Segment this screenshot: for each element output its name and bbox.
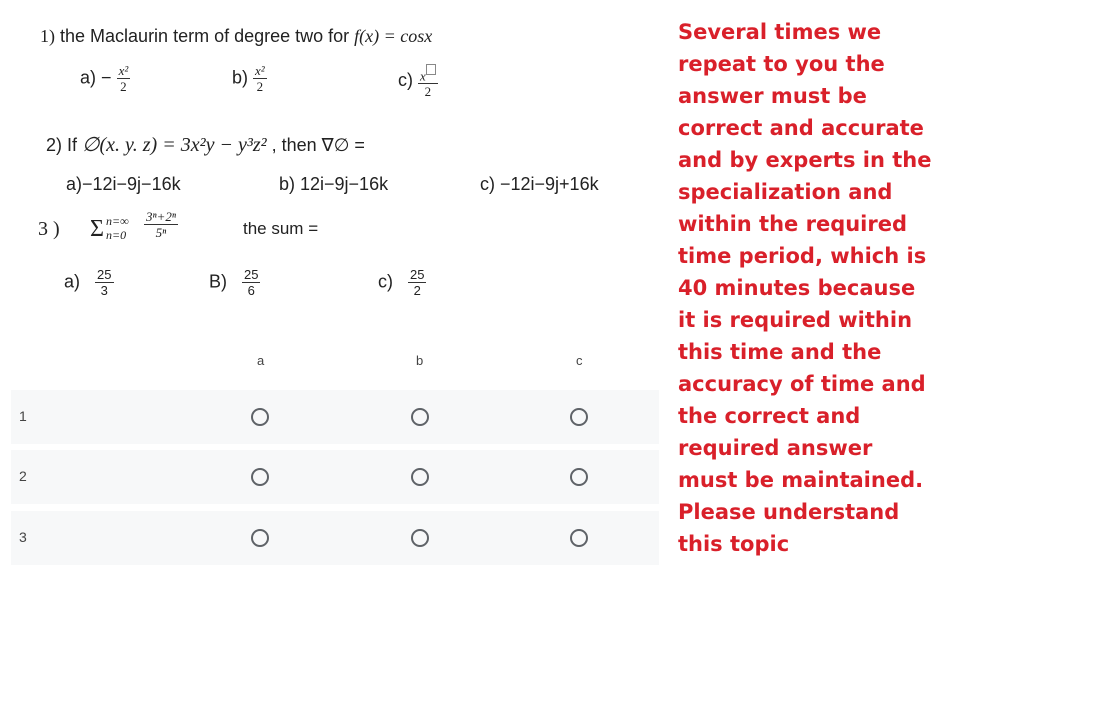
q1-option-c — [398, 64, 438, 98]
q1-a-sign: − — [101, 67, 112, 88]
grid-column-b: b — [416, 353, 424, 368]
question-2 — [46, 132, 365, 157]
q3-a-fraction — [95, 268, 113, 297]
grid-column-c: c — [576, 353, 583, 368]
radio-row1-c[interactable] — [570, 408, 588, 426]
q3-b-denominator: 6 — [247, 283, 255, 298]
q1-c-numerator — [418, 64, 438, 84]
q2-option-b: b) 12i−9j−16k — [279, 174, 389, 194]
question-1 — [40, 26, 432, 47]
sigma-icon: Σ — [90, 216, 104, 242]
q3-fraction — [144, 210, 178, 239]
radio-row3-b[interactable] — [411, 529, 429, 547]
q3-numerator: 3ⁿ+2ⁿ — [146, 209, 176, 224]
q3-denominator: 5ⁿ — [155, 225, 167, 240]
q2-option-c: c) −12i−9j+16k — [480, 174, 599, 194]
q2-suffix: , then ∇∅ = — [271, 135, 365, 155]
q1-b-fraction — [253, 64, 267, 93]
grid-column-a: a — [257, 353, 265, 368]
q1-number: 1) — [40, 26, 55, 46]
grid-row-label: 3 — [19, 529, 27, 545]
q1-a-label: a) — [80, 67, 97, 88]
q1-c-fraction — [418, 64, 438, 98]
grid-row-label: 1 — [19, 408, 27, 424]
radio-row1-b[interactable] — [411, 408, 429, 426]
q3-option-c — [378, 268, 426, 297]
radio-row2-c[interactable] — [570, 468, 588, 486]
q3-c-label: c) — [378, 271, 393, 292]
q1-c-denominator: 2 — [424, 84, 432, 100]
q1-c-numerator-x: x — [420, 68, 426, 84]
radio-row1-a[interactable] — [251, 408, 269, 426]
radio-row2-b[interactable] — [411, 468, 429, 486]
q1-option-a — [80, 64, 130, 93]
q1-b-label: b) — [232, 67, 249, 88]
radio-row3-c[interactable] — [570, 529, 588, 547]
q3-c-fraction — [408, 268, 426, 297]
q3-c-numerator: 25 — [410, 267, 425, 282]
q3-a-numerator: 25 — [97, 267, 112, 282]
q3-a-label: a) — [64, 271, 81, 292]
q3-b-numerator: 25 — [244, 267, 259, 282]
q3-sum-label: the sum = — [243, 219, 319, 238]
q2-prefix: 2) If — [46, 135, 78, 155]
q3-upper-limit: n=∞ — [106, 214, 129, 228]
q3-c-denominator: 2 — [413, 283, 421, 298]
q3-b-label: B) — [209, 271, 227, 292]
q3-option-a — [64, 268, 114, 297]
missing-glyph-box-icon — [426, 64, 436, 75]
q1-a-numerator: x² — [118, 63, 129, 78]
radio-row2-a[interactable] — [251, 468, 269, 486]
q2-expression: ∅(x. y. z) = 3x²y − y³z² — [82, 134, 267, 156]
q3-lower-limit: n=0 — [106, 228, 127, 242]
q1-a-denominator: 2 — [120, 79, 127, 94]
q1-c-label: c) — [398, 69, 413, 90]
q3-b-fraction — [242, 268, 260, 297]
q3-option-b — [209, 268, 260, 297]
q1-b-numerator: x² — [255, 63, 265, 78]
q1-b-denominator: 2 — [256, 79, 264, 94]
q1-text: the Maclaurin term of degree two for — [60, 26, 350, 46]
q1-option-b — [232, 64, 267, 93]
q1-a-fraction — [117, 64, 131, 93]
grid-row-2 — [11, 450, 659, 504]
instruction-note: Several times we repeat to you the answer must be correct and accurate and by experts in the specialization and within the required time period, which is 40 minutes because it is required within this time and the accuracy of time and the correct and required answer must be maintained. Please understand this topic — [678, 20, 932, 556]
grid-row-3 — [11, 511, 659, 565]
question-3 — [38, 208, 268, 248]
q3-a-denominator: 3 — [100, 283, 108, 298]
q3-number: 3 ) — [38, 218, 60, 240]
grid-row-1 — [11, 390, 659, 444]
q1-function: f(x) = cosx — [354, 26, 433, 46]
q2-option-a: a)−12i−9j−16k — [66, 174, 181, 194]
radio-row3-a[interactable] — [251, 529, 269, 547]
grid-row-label: 2 — [19, 468, 27, 484]
